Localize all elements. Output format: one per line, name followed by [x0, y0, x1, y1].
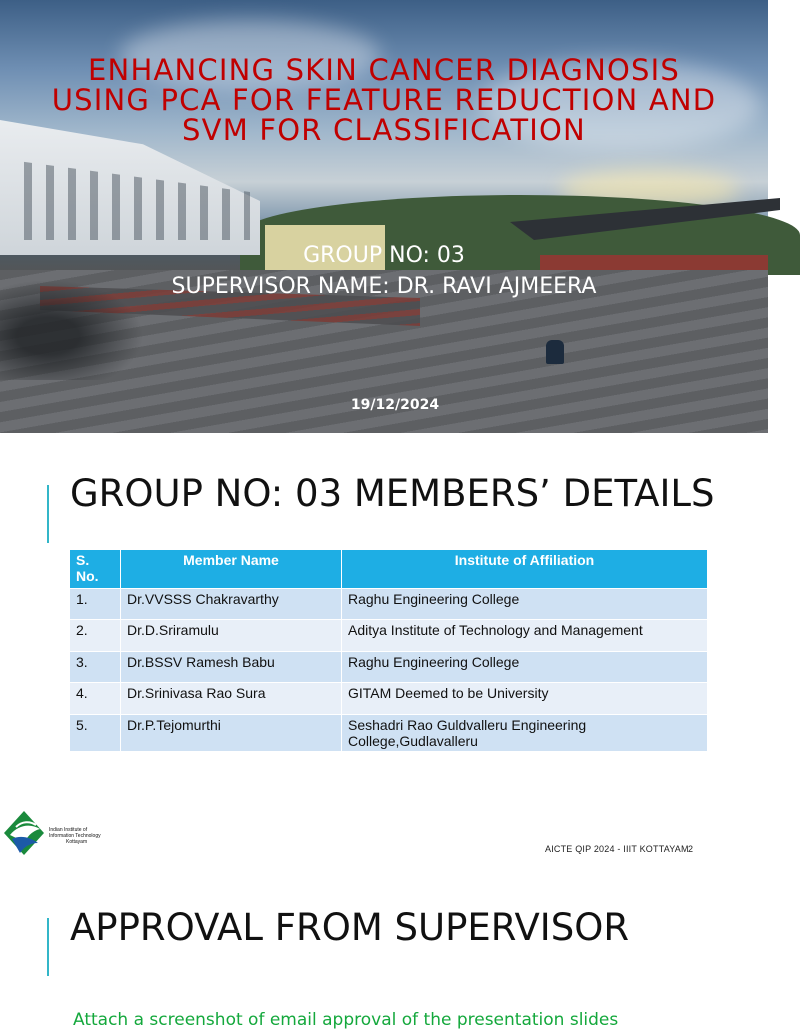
column-header: S. No. [70, 550, 121, 589]
table-cell: Seshadri Rao Guldvalleru Engineering College,Gudlavalleru [342, 715, 708, 752]
table-cell: Raghu Engineering College [342, 652, 708, 683]
approval-instruction: Attach a screenshot of email approval of the presentation slides [73, 1010, 619, 1030]
page-number: 2 [688, 844, 694, 854]
column-header: Member Name [121, 550, 342, 589]
column-header: Institute of Affiliation [342, 550, 708, 589]
presentation-title: ENHANCING SKIN CANCER DIAGNOSIS USING PCA FOR FEATURE REDUCTION AND SVM FOR CLASSIFICATION [51, 53, 717, 147]
heading-accent-bar [47, 485, 49, 543]
slide-heading: APPROVAL FROM SUPERVISOR [70, 906, 630, 949]
table-row [70, 683, 708, 715]
table-cell: Dr.VVSSS Chakravarthy [121, 589, 342, 620]
table-cell: GITAM Deemed to be University [342, 683, 708, 715]
table-cell: 5. [70, 715, 121, 752]
table-cell: 1. [70, 589, 121, 620]
table-cell: 4. [70, 683, 121, 715]
table-cell: Raghu Engineering College [342, 589, 708, 620]
table-row [70, 589, 708, 620]
title-slide [0, 0, 768, 433]
table-cell: Dr.BSSV Ramesh Babu [121, 652, 342, 683]
group-number: GROUP NO: 03 [303, 243, 465, 268]
logo-text-line: Indian Institute of [49, 827, 88, 833]
subtitle-block [100, 240, 668, 302]
table-cell: 3. [70, 652, 121, 683]
supervisor-name: SUPERVISOR NAME: DR. RAVI AJMEERA [171, 274, 597, 299]
table-row [70, 652, 708, 683]
table-header-row [70, 550, 708, 589]
table-cell: Dr.D.Sriramulu [121, 620, 342, 652]
table-row [70, 715, 708, 752]
logo-text-line: Kottayam [66, 839, 88, 845]
approval-slide [0, 866, 768, 1030]
table-cell: Dr.Srinivasa Rao Sura [121, 683, 342, 715]
members-slide [0, 433, 768, 865]
heading-accent-bar [47, 918, 49, 976]
logo-text-line: Information Technology [49, 833, 101, 839]
slide-footer: AICTE QIP 2024 - IIIT KOTTAYAM [545, 844, 689, 854]
presentation-date: 19/12/2024 [350, 397, 440, 413]
seated-person [546, 340, 564, 364]
table-cell: Aditya Institute of Technology and Management [342, 620, 708, 652]
iiit-kottayam-logo-icon [4, 809, 101, 861]
table-cell: 2. [70, 620, 121, 652]
table-row [70, 620, 708, 652]
slide-heading: GROUP NO: 03 MEMBERS’ DETAILS [70, 472, 715, 515]
members-table [69, 549, 708, 752]
table-cell: Dr.P.Tejomurthi [121, 715, 342, 752]
